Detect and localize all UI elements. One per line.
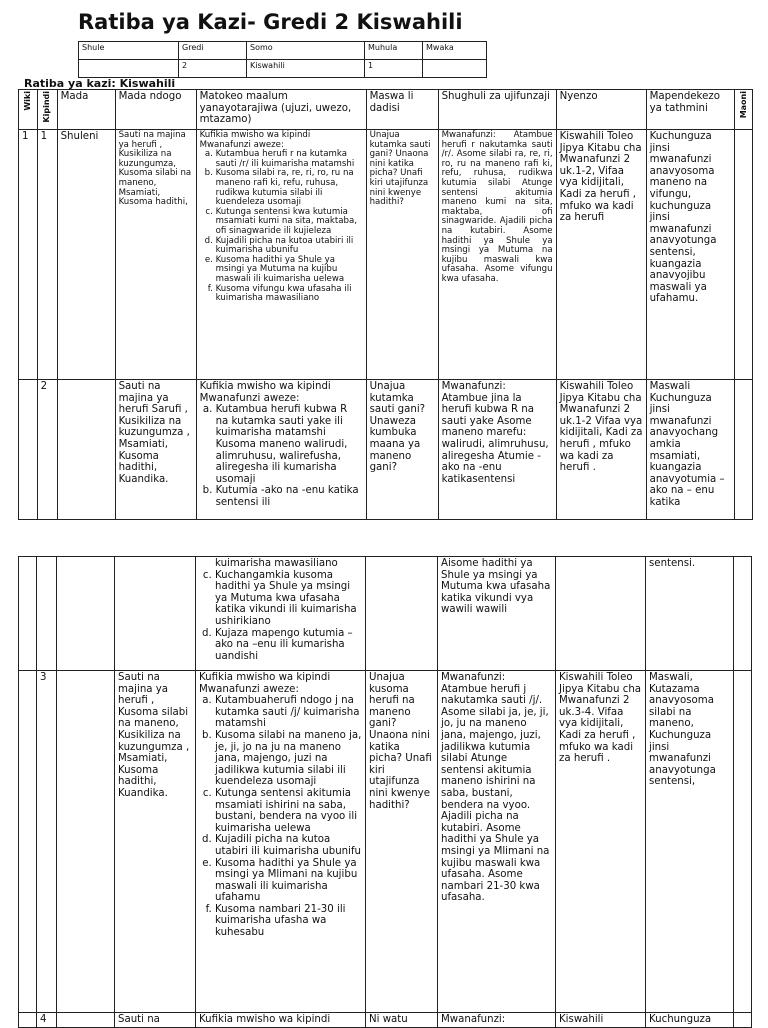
nyenzo-cell: Kiswahili Toleo Jipya Kitabu cha Mwanafunzi 2 uk.3-4. Vifaa vya kidijitali, Kadi za herufi , mfuko wa kadi za herufi . bbox=[556, 671, 646, 1013]
matokeo-cell: Kufikia mwisho wa kipindi Mwanafunzi aweze: a. Kutambua herufi r na kutamka sauti /r/ ili kuimarisha matamshi b. Kusoma silabi ra, re, ri, ro, ru na maneno rafi ki, refu, ruhusa, rudikwa kutumia silabi ili kuendeleza usomaji c. Kutunga sentensi kwa kutumia msamiati kumi na sita, maktaba, ofi sinagwaride ili kujieleza d. Kujadili picha na kutoa utabiri ili kuimarisha ubunifu e. Kusoma hadithi ya Shule ya msingi ya Mutuma na kujibu maswali ili kuimarisha uelewa f. Kusoma vifungu kwa ufasaha ili kuimarisha mawasiliano bbox=[196, 130, 366, 380]
mada-ndogo-cell: Sauti na majina ya herufi , Kusikiliza na kuzungumza, Kusoma silabi na maneno, Msamiati, Kusoma hadithi, bbox=[115, 130, 196, 380]
col-kipindi: Kipindi bbox=[37, 90, 57, 130]
nyenzo-cell: Kiswahili Toleo Jipya Kitabu cha Mwanafunzi 2 uk.1-2 Vifaa vya kidijitali, Kadi za herufi , mfuko wa kadi za herufi . bbox=[556, 380, 646, 520]
table-row bbox=[19, 557, 752, 671]
shughuli-cell: Mwanafunzi: Atambue jina la herufi kubwa R na sauti yake Asome maneno marefu: walirudi, alimruhusu, aliregesha Atumie -ako na -enu katikasentensi bbox=[438, 380, 556, 520]
shughuli-cell: Aisome hadithi ya Shule ya msingi ya Mutuma kwa ufasaha katika vikundi vya wawili wawili bbox=[438, 557, 556, 671]
wiki-cell bbox=[19, 380, 38, 520]
header-value-gredi: 2 bbox=[179, 60, 247, 78]
matokeo-cell: Kufikia mwisho wa kipindi Mwanafunzi aweze: a. Kutambua herufi kubwa R na kutamka sauti yake ili kuimarisha matamshi Kusoma maneno walirudi, alimruhusu, walirefusha, aliregesha ili kumarisha usomaji b. Kutumia -ako na -enu katika sentensi ili bbox=[196, 380, 366, 520]
col-mada: Mada bbox=[57, 90, 115, 130]
nyenzo-cell: Kiswahili bbox=[556, 1013, 646, 1028]
kipindi-cell: 2 bbox=[37, 380, 57, 520]
header-value-mwaka bbox=[423, 60, 487, 78]
mada-cell: Shuleni bbox=[57, 130, 115, 380]
maoni-cell bbox=[734, 557, 752, 671]
mapendekezo-cell: Kuchunguza jinsi mwanafunzi anavyosoma maneno na vifungu, kuchunguza jinsi mwanafunzi anavyotunga sentensi, kuangazia anavyojibu maswali ya ufahamu. bbox=[646, 130, 734, 380]
col-wiki: Wiki bbox=[19, 90, 38, 130]
header-label-muhula: Muhula bbox=[365, 42, 423, 60]
col-mapendekezo: Mapendekezo ya tathmini bbox=[646, 90, 734, 130]
table-row bbox=[19, 671, 752, 1013]
maswali-cell: Ni watu bbox=[366, 1013, 438, 1028]
mapendekezo-cell: sentensi. bbox=[646, 557, 734, 671]
mapendekezo-cell: Maswali Kuchunguza jinsi mwanafunzi anavyochang amkia msamiati, kuangazia anavyotumia –ako na – enu katika bbox=[646, 380, 734, 520]
table-row bbox=[19, 380, 753, 520]
col-matokeo: Matokeo maalum yanayotarajiwa (ujuzi, uwezo, mtazamo) bbox=[196, 90, 366, 130]
shughuli-cell: Mwanafunzi: Atambue herufi j nakutamka sauti /j/. Asome silabi ja, je, ji, jo, ju na maneno jana, majengo, juzi, jadilikwa kutumia silabi Atunge sentensi akitumia maneno ishirini na saba, bustani, bendera na vyoo. Ajadili picha na kutabiri. Asome hadithi ya Shule ya msingi ya Mlimani na kujibu maswali kwa ufasaha. Asome nambari 21-30 kwa ufasaha. bbox=[438, 671, 556, 1013]
maoni-cell bbox=[734, 130, 753, 380]
col-maoni: Maoni bbox=[734, 90, 753, 130]
schedule-subtitle: Ratiba ya kazi: Kiswahili bbox=[24, 77, 176, 90]
table-row bbox=[19, 1013, 752, 1028]
kipindi-cell: 1 bbox=[37, 130, 57, 380]
mada-cell bbox=[57, 1013, 115, 1028]
maswali-cell: Unajua kusoma herufi na maneno gani? Unaona nini katika picha? Unafi kiri utajifunza nini kwenye hadithi? bbox=[366, 671, 438, 1013]
mada-cell bbox=[57, 380, 115, 520]
mada-ndogo-cell: Sauti na bbox=[115, 1013, 196, 1028]
mada-cell bbox=[57, 671, 115, 1013]
col-shughuli: Shughuli za ujifunzaji bbox=[438, 90, 556, 130]
nyenzo-cell bbox=[556, 557, 646, 671]
matokeo-cell: Kufikia mwisho wa kipindi bbox=[196, 1013, 366, 1028]
wiki-cell bbox=[19, 557, 37, 671]
mada-ndogo-cell bbox=[115, 557, 196, 671]
header-table bbox=[78, 41, 487, 78]
matokeo-cell: kuimarisha mawasiliano c. Kuchangamkia kusoma hadithi ya Shule ya msingi ya Mutuma kwa ufasaha katika vikundi ili kuimarisha ushirikiano d. Kujaza mapengo kutumia –ako na –enu ili kumarisha uandishi bbox=[196, 557, 366, 671]
header-label-somo: Somo bbox=[247, 42, 365, 60]
shughuli-cell: Mwanafunzi: Atambue herufi r nakutamka sauti /r/. Asome silabi ra, re, ri, ro, ru na maneno rafi ki, refu, ruhusa, rudikwa kutumia silabi Atunge sentensi akitumia maneno kumi na sita, maktaba, ofi sinagwaride. Ajadili picha na kutabiri. Asome hadithi ya Shule ya msingi ya Mutuma na kujibu maswali kwa ufasaha. Asome vifungu kwa ufasaha. bbox=[438, 130, 556, 380]
wiki-cell: 1 bbox=[19, 130, 38, 380]
column-header-row bbox=[19, 90, 753, 130]
mapendekezo-cell: Kuchunguza bbox=[646, 1013, 734, 1028]
table-row bbox=[19, 130, 753, 380]
mapendekezo-cell: Maswali, Kutazama anavyosoma silabi na maneno, Kuchunguza jinsi mwanafunzi anavyotunga sentensi, bbox=[646, 671, 734, 1013]
kipindi-cell: 4 bbox=[37, 1013, 57, 1028]
maswali-cell: Unajua kutamka sauti gani? Unaweza kumbuka maana ya maneno gani? bbox=[366, 380, 438, 520]
kipindi-cell: 3 bbox=[37, 671, 57, 1013]
mada-ndogo-cell: Sauti na majina ya herufi , Kusoma silabi na maneno, Kusikiliza na kuzungumza , Msamiati, Kusoma hadithi, Kuandika. bbox=[115, 671, 196, 1013]
header-label-shule: Shule bbox=[79, 42, 179, 60]
page-title: Ratiba ya Kazi- Gredi 2 Kiswahili bbox=[78, 10, 463, 34]
col-nyenzo: Nyenzo bbox=[556, 90, 646, 130]
maoni-cell bbox=[734, 380, 753, 520]
col-mada-ndogo: Mada ndogo bbox=[115, 90, 196, 130]
header-value-shule bbox=[79, 60, 179, 78]
maswali-cell: Unajua kutamka sauti gani? Unaona nini katika picha? Unafi kiri utajifunza nini kwenye hadithi? bbox=[366, 130, 438, 380]
kipindi-cell bbox=[37, 557, 57, 671]
col-maswali: Maswa li dadisi bbox=[366, 90, 438, 130]
nyenzo-cell: Kiswahili Toleo Jipya Kitabu cha Mwanafunzi 2 uk.1-2, Vifaa vya kidijitali, Kadi za herufi , mfuko wa kadi za herufi bbox=[556, 130, 646, 380]
maoni-cell bbox=[734, 671, 752, 1013]
maswali-cell bbox=[366, 557, 438, 671]
header-label-mwaka: Mwaka bbox=[423, 42, 487, 60]
header-label-gredi: Gredi bbox=[179, 42, 247, 60]
schedule-table-page1 bbox=[18, 89, 753, 520]
mada-ndogo-cell: Sauti na majina ya herufi Sarufi , Kusikiliza na kuzungumza , Msamiati, Kusoma hadithi, Kuandika. bbox=[115, 380, 196, 520]
wiki-cell bbox=[19, 671, 37, 1013]
wiki-cell bbox=[19, 1013, 37, 1028]
mada-cell bbox=[57, 557, 115, 671]
schedule-table-page2 bbox=[18, 556, 752, 1028]
maoni-cell bbox=[734, 1013, 752, 1028]
header-value-muhula: 1 bbox=[365, 60, 423, 78]
matokeo-cell: Kufikia mwisho wa kipindi Mwanafunzi aweze: a. Kutambuaherufi ndogo j na kutamka sauti /j/ kuimarisha matamshi b. Kusoma silabi na maneno ja, je, ji, jo na ju na maneno jana, majengo, juzi na jadilikwa kutumia silabi ili kuendeleza usomaji c. Kutunga sentensi akitumia msamiati ishirini na saba, bustani, bendera na vyoo ili kuimarisha uelewa d. Kujadili picha na kutoa utabiri ili kuimarisha ubunifu e. Kusoma hadithi ya Shule ya msingi ya Mlimani na kujibu maswali ili kuimarisha ufahamu f. Kusoma nambari 21-30 ili kuimarisha ufasha wa kuhesabu bbox=[196, 671, 366, 1013]
shughuli-cell: Mwanafunzi: bbox=[438, 1013, 556, 1028]
header-value-somo: Kiswahili bbox=[247, 60, 365, 78]
